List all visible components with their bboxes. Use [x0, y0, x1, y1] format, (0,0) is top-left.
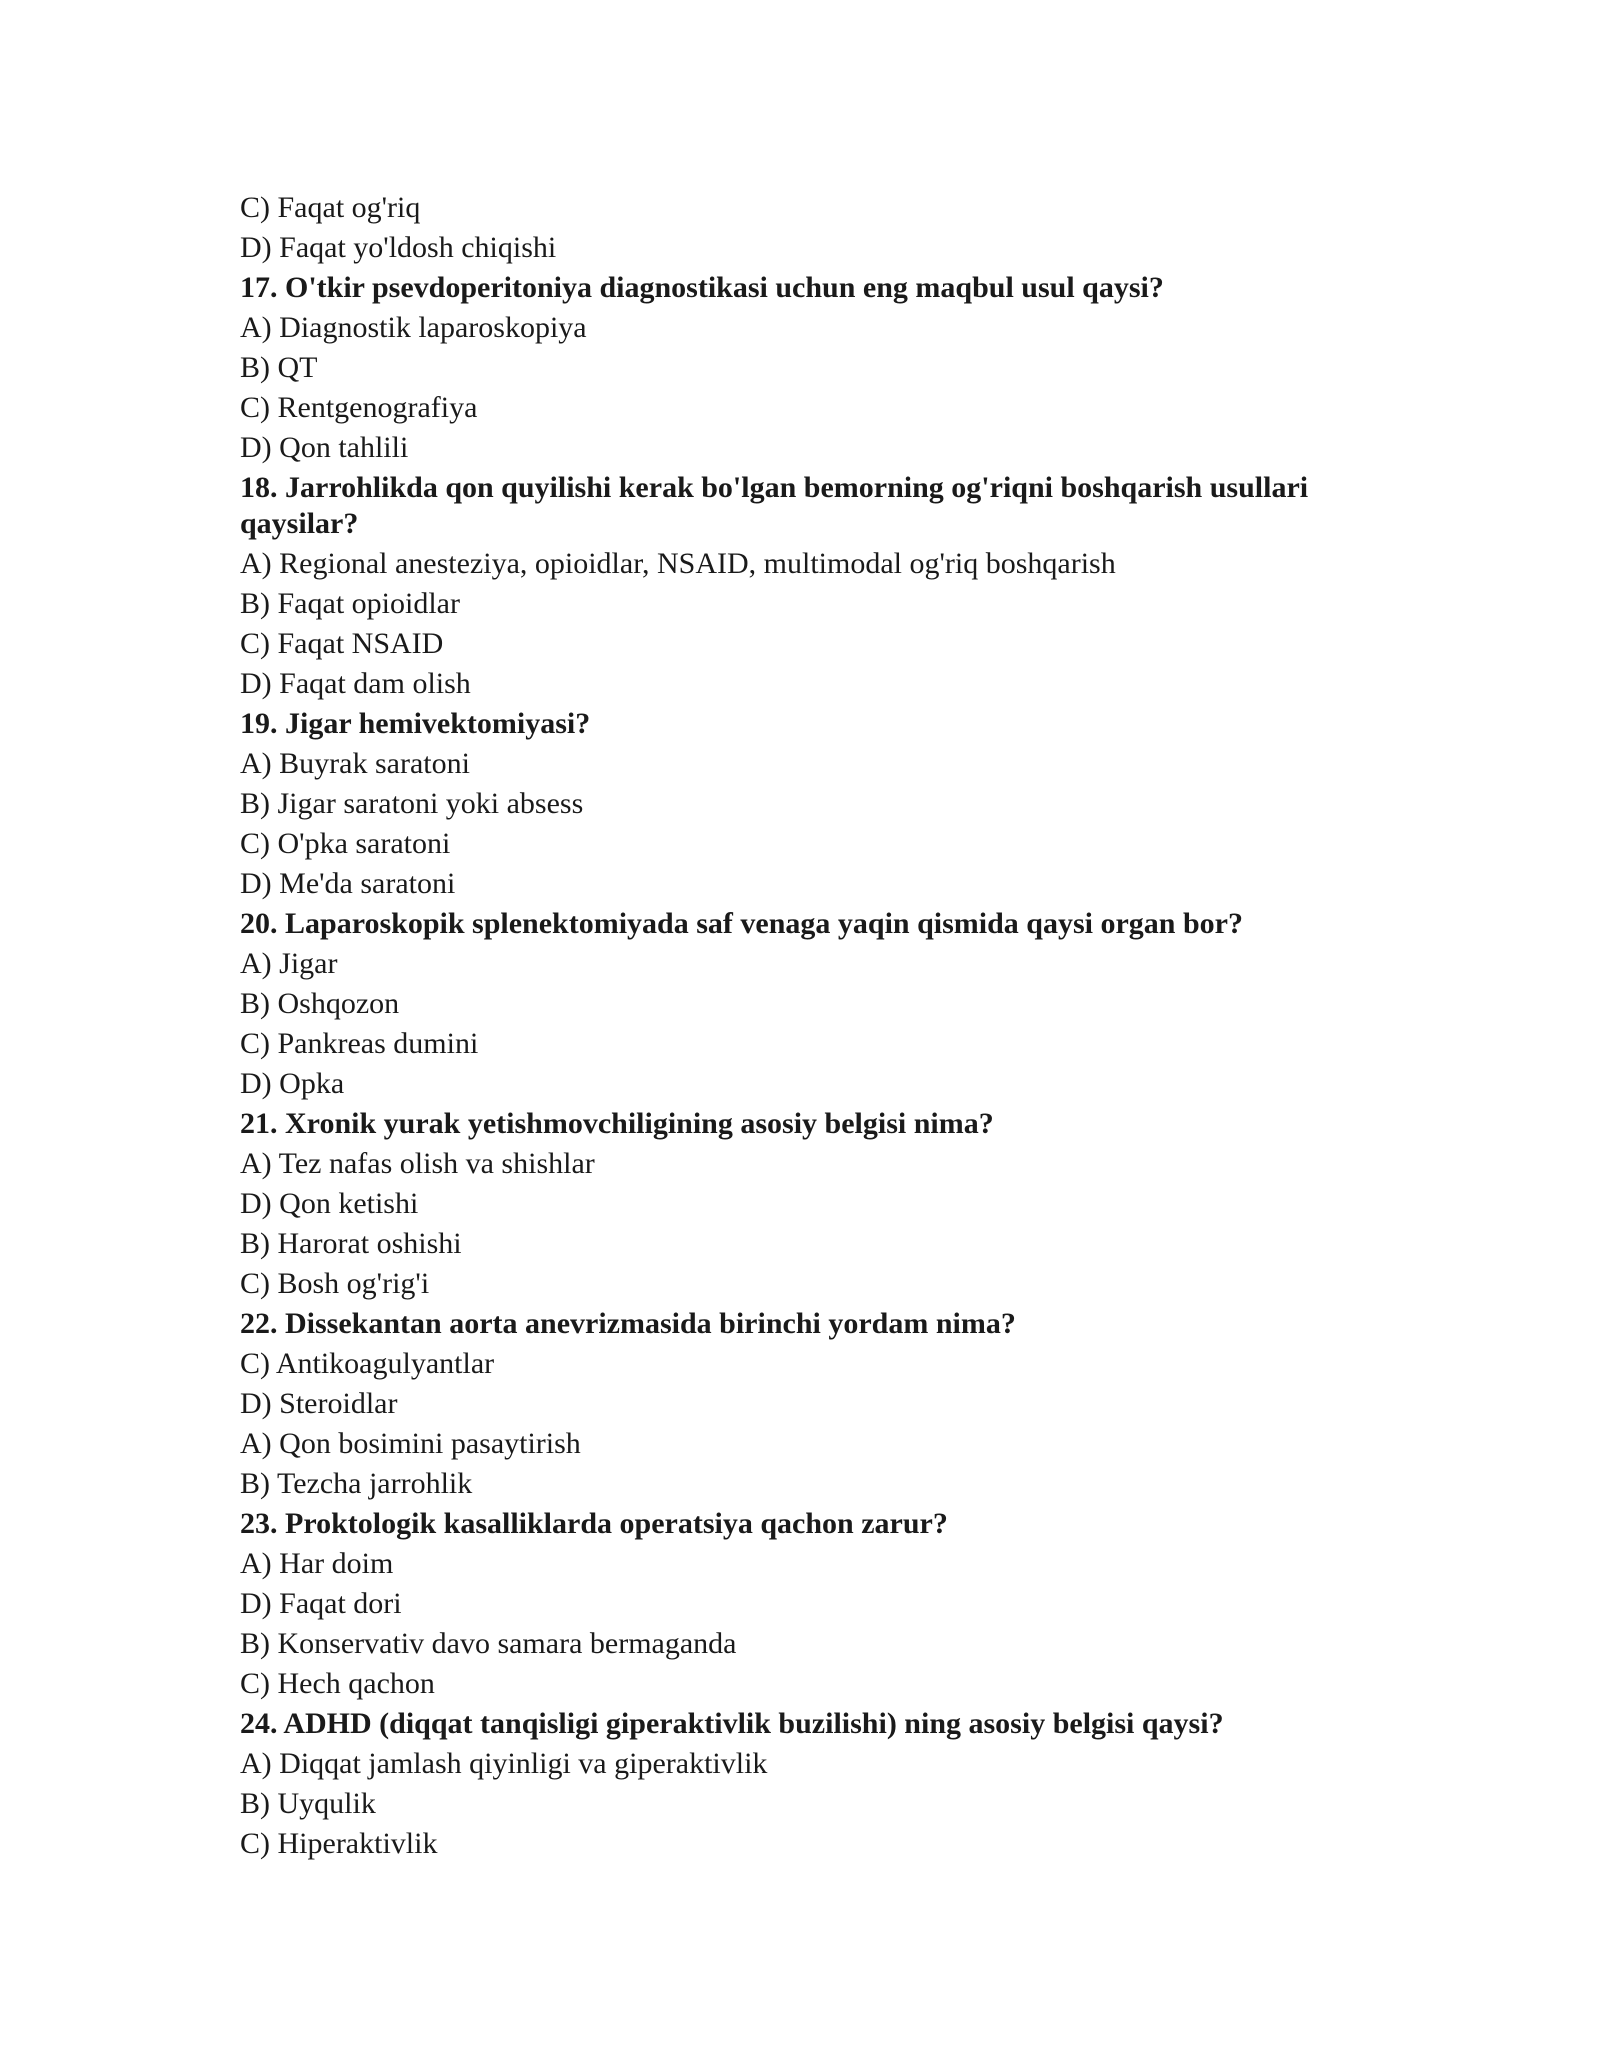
answer-option: C) Hiperaktivlik: [240, 1827, 438, 1860]
question-text: 20. Laparoskopik splenektomiyada saf venaga yaqin qismida qaysi organ bor?: [240, 907, 1243, 940]
answer-option: C) Bosh og'rig'i: [240, 1267, 430, 1300]
answer-option: D) Faqat yo'ldosh chiqishi: [240, 231, 557, 264]
answer-option: D) Me'da saratoni: [240, 867, 456, 900]
question-text: 19. Jigar hemivektomiyasi?: [240, 707, 591, 740]
answer-option: A) Jigar: [240, 947, 338, 980]
answer-option: D) Steroidlar: [240, 1387, 398, 1420]
answer-option: C) Rentgenografiya: [240, 391, 478, 424]
answer-option: B) Uyqulik: [240, 1787, 376, 1820]
answer-option: A) Har doim: [240, 1547, 394, 1580]
question-text: 17. O'tkir psevdoperitoniya diagnostikasi uchun eng maqbul usul qaysi?: [240, 271, 1164, 304]
question-text: 18. Jarrohlikda qon quyilishi kerak bo'lgan bemorning og'riqni boshqarish usullari qaysilar?: [240, 471, 1309, 540]
answer-option: A) Regional anesteziya, opioidlar, NSAID, multimodal og'riq boshqarish: [240, 547, 1116, 580]
answer-option: C) Faqat og'riq: [240, 191, 421, 224]
answer-option: A) Qon bosimini pasaytirish: [240, 1427, 581, 1460]
question-text: 24. ADHD (diqqat tanqisligi giperaktivlik buzilishi) ning asosiy belgisi qaysi?: [240, 1707, 1224, 1740]
answer-option: D) Faqat dori: [240, 1587, 402, 1620]
answer-option: A) Tez nafas olish va shishlar: [240, 1147, 595, 1180]
answer-option: B) Harorat oshishi: [240, 1227, 462, 1260]
answer-option: A) Buyrak saratoni: [240, 747, 470, 780]
answer-option: B) Konservativ davo samara bermaganda: [240, 1627, 737, 1660]
question-list: [240, 188, 1370, 1864]
answer-option: B) Oshqozon: [240, 987, 400, 1020]
question-text: 23. Proktologik kasalliklarda operatsiya qachon zarur?: [240, 1507, 948, 1540]
answer-option: C) Antikoagulyantlar: [240, 1347, 495, 1380]
answer-option: B) Faqat opioidlar: [240, 587, 460, 620]
answer-option: D) Opka: [240, 1067, 345, 1100]
question-text: 22. Dissekantan aorta anevrizmasida birinchi yordam nima?: [240, 1307, 1016, 1340]
answer-option: C) Hech qachon: [240, 1667, 435, 1700]
answer-option: D) Qon tahlili: [240, 431, 409, 464]
answer-option: C) Faqat NSAID: [240, 627, 444, 660]
answer-option: D) Qon ketishi: [240, 1187, 419, 1220]
question-text: 21. Xronik yurak yetishmovchiligining asosiy belgisi nima?: [240, 1107, 994, 1140]
answer-option: A) Diqqat jamlash qiyinligi va giperaktivlik: [240, 1747, 768, 1780]
answer-option: B) Jigar saratoni yoki absess: [240, 787, 584, 820]
answer-option: D) Faqat dam olish: [240, 667, 471, 700]
answer-option: B) QT: [240, 351, 318, 384]
answer-option: C) Pankreas dumini: [240, 1027, 479, 1060]
answer-option: C) O'pka saratoni: [240, 827, 451, 860]
answer-option: A) Diagnostik laparoskopiya: [240, 311, 587, 344]
answer-option: B) Tezcha jarrohlik: [240, 1467, 473, 1500]
